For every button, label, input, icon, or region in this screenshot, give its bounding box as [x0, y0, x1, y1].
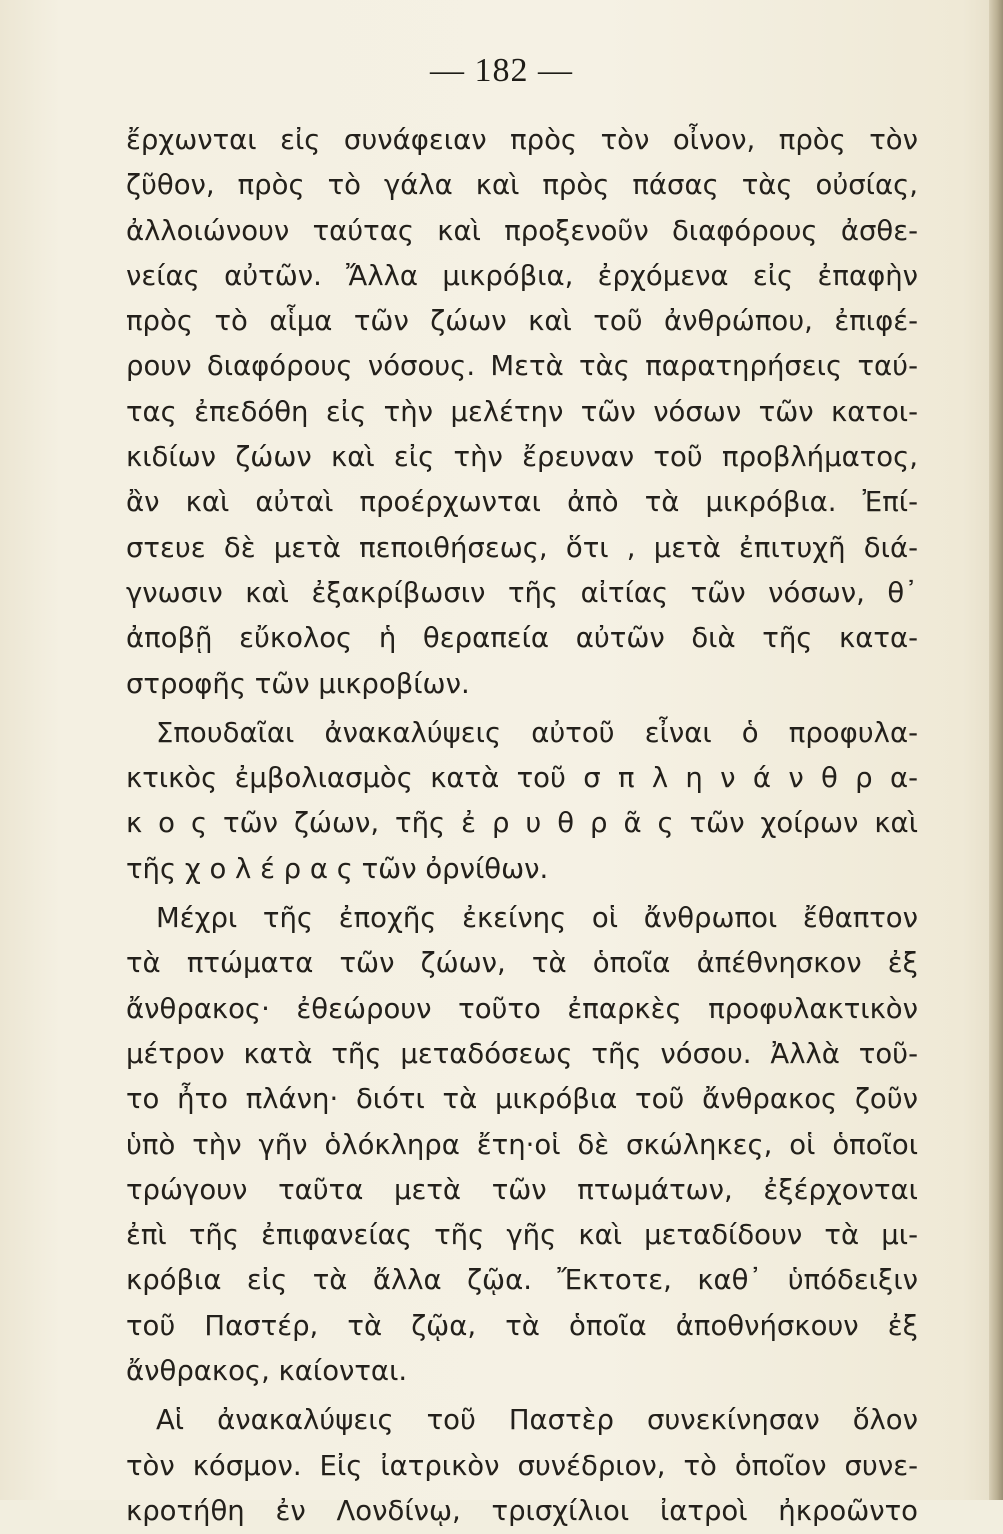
paragraph-3 [126, 896, 918, 1394]
text-line: ἄνθρακος, καίονται. [126, 1355, 408, 1388]
text-line: τὰ πτώματα τῶν ζώων, τὰ ὁποῖα ἀπέθνησκον ἐξ [126, 947, 918, 980]
text-line: ἀλλοιώνουν ταύτας καὶ προξενοῦν διαφόρους ἀσθε- [126, 214, 918, 247]
text-line: ἂν καὶ αὐταὶ προέρχωνται ἀπὸ τὰ μικρόβια. Ἐπί- [126, 486, 918, 519]
paragraph-4 [126, 1398, 918, 1534]
text-line: ἀποβῇ εὔκολος ἡ θεραπεία αὐτῶν διὰ τῆς κατα- [126, 622, 918, 655]
text-line: ὑπὸ τὴν γῆν ὁλόκληρα ἔτη·οἱ δὲ σκώληκες, οἱ ὁποῖοι [126, 1128, 918, 1161]
body-text [126, 118, 918, 1534]
page-edge [989, 0, 1003, 1500]
paragraph-2 [126, 711, 918, 892]
text-line: ἐπὶ τῆς ἐπιφανείας τῆς γῆς καὶ μεταδίδουν τὰ μι- [126, 1219, 918, 1252]
text-line: Μέχρι τῆς ἐποχῆς ἐκείνης οἱ ἄνθρωποι ἔθαπτον [156, 902, 918, 935]
text-line: κιδίων ζώων καὶ εἰς τὴν ἔρευναν τοῦ προβλήματος, [126, 441, 918, 474]
text-line: πρὸς τὸ αἷμα τῶν ζώων καὶ τοῦ ἀνθρώπου, ἐπιφέ- [126, 305, 918, 338]
page-number: — 182 — [430, 52, 573, 89]
text-line: στευε δὲ μετὰ πεποιθήσεως, ὅτι , μετὰ ἐπιτυχῆ διά- [126, 531, 918, 564]
text-line: ζῦθον, πρὸς τὸ γάλα καὶ πρὸς πάσας τὰς οὐσίας, [126, 169, 918, 202]
text-line: Σπουδαῖαι ἀνακαλύψεις αὐτοῦ εἶναι ὁ προφυλα- [156, 716, 918, 749]
text-line: κτικὸς ἐμβολιασμὸς κατὰ τοῦ σ π λ η ν ά ν θ ρ α- [126, 762, 918, 795]
text-line: τρώγουν ταῦτα μετὰ τῶν πτωμάτων, ἐξέρχονται [126, 1173, 918, 1206]
text-line: ἔρχωνται εἰς συνάφειαν πρὸς τὸν οἶνον, πρὸς τὸν [126, 124, 918, 156]
text-line: τοῦ Παστέρ, τὰ ζῷα, τὰ ὁποῖα ἀποθνήσκουν ἐξ [126, 1309, 918, 1342]
text-line: κρόβια εἰς τὰ ἄλλα ζῷα. Ἔκτοτε, καθ᾿ ὑπόδειξιν [126, 1264, 918, 1297]
text-line: κ ο ς τῶν ζώων, τῆς ἐ ρ υ θ ρ ᾶ ς τῶν χοίρων καὶ [126, 807, 918, 840]
text-line: τῆς χ ο λ έ ρ α ς τῶν ὀρνίθων. [126, 852, 549, 885]
text-line: τὸν κόσμον. Εἰς ἰατρικὸν συνέδριον, τὸ ὁποῖον συνε- [126, 1449, 918, 1482]
text-line: μέτρον κατὰ τῆς μεταδόσεως τῆς νόσου. Ἀλλὰ τοῦ- [126, 1037, 918, 1070]
paragraph-1 [126, 118, 918, 707]
text-line: το ἦτο πλάνη· διότι τὰ μικρόβια τοῦ ἄνθρακος ζοῦν [126, 1083, 918, 1116]
text-line: νείας αὐτῶν. Ἄλλα μικρόβια, ἐρχόμενα εἰς ἐπαφὴν [126, 259, 918, 292]
text-line: κροτήθη ἐν Λονδίνῳ, τρισχίλιοι ἰατροὶ ἠκροῶντο [126, 1494, 918, 1527]
text-line: στροφῆς τῶν μικροβίων. [126, 667, 470, 700]
text-line: ἄνθρακος· ἐθεώρουν τοῦτο ἐπαρκὲς προφυλακτικὸν [126, 992, 918, 1025]
text-line: Αἱ ἀνακαλύψεις τοῦ Παστὲρ συνεκίνησαν ὅλον [156, 1404, 918, 1437]
text-line: τας ἐπεδόθη εἰς τὴν μελέτην τῶν νόσων τῶν κατοι- [126, 395, 918, 428]
text-line: ρουν διαφόρους νόσους. Μετὰ τὰς παρατηρήσεις ταύ- [126, 350, 918, 383]
text-line: γνωσιν καὶ ἐξακρίβωσιν τῆς αἰτίας τῶν νόσων, θ᾿ [126, 576, 918, 609]
